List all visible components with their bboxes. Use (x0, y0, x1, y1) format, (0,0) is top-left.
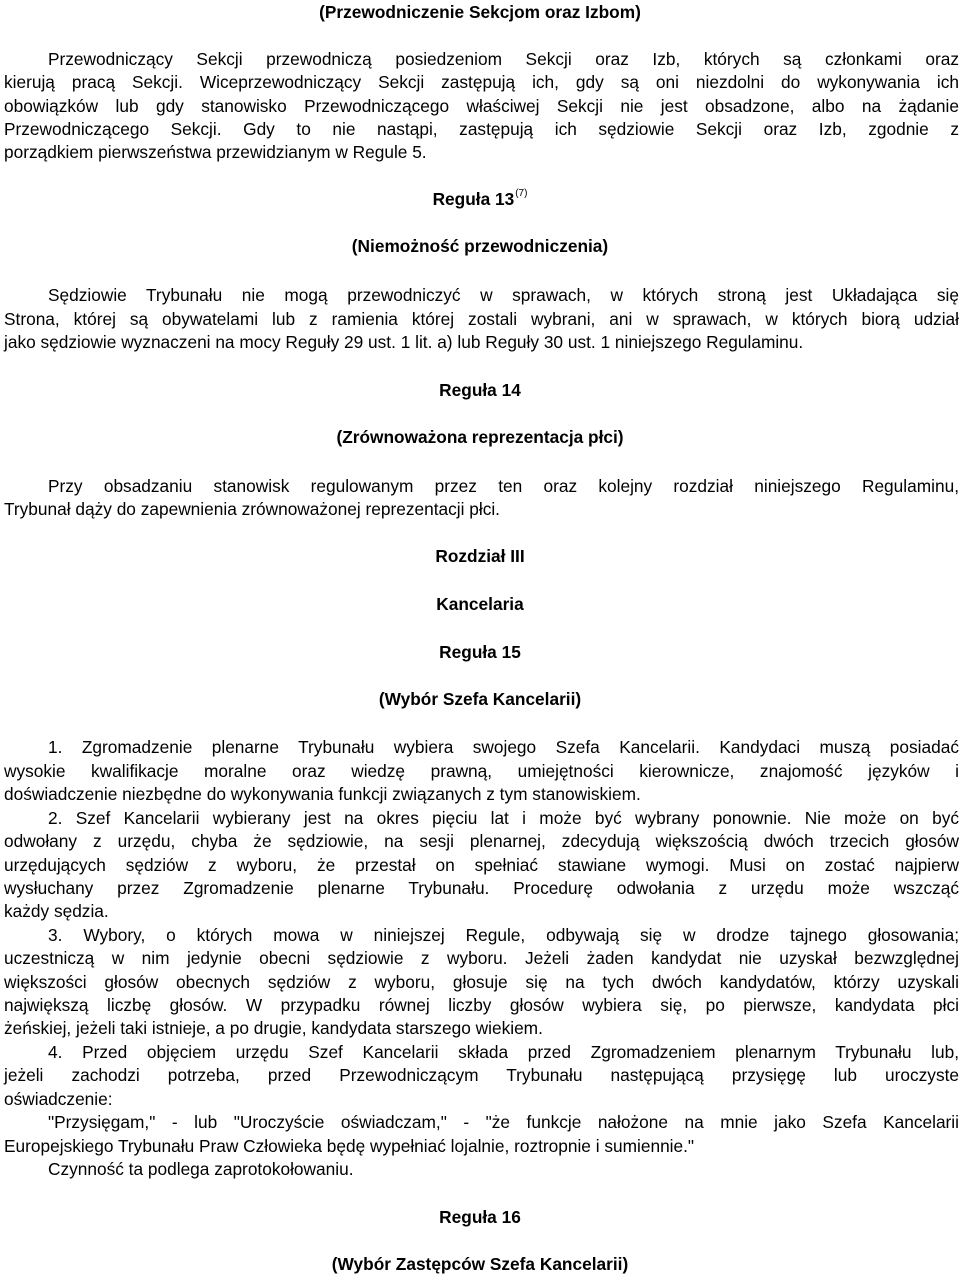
chapter-3-title: Rozdział III (435, 546, 525, 566)
text-line: Przy obsadzaniu stanowisk regulowanym przez ten oraz kolejny rozdział niniejszego Regulaminu, (48, 476, 959, 496)
text-line: porządkiem pierwszeństwa przewidzianym w Regule 5. (4, 142, 427, 162)
text-line: oświadczenie: (4, 1089, 113, 1109)
text-line: każdy sędzia. (4, 901, 109, 921)
text-line: "Przysięgam," - lub "Uroczyście oświadczam," - "że funkcje nałożone na mnie jako Szefa Kancelarii (48, 1112, 959, 1132)
rule-16-subtitle: (Wybór Zastępców Szefa Kancelarii) (331, 1254, 629, 1274)
rule-15-subtitle: (Wybór Szefa Kancelarii) (378, 689, 582, 709)
text-line: wysłuchany przez Zgromadzenie plenarne Trybunału. Procedurę odwołania z urzędu może wszcząć (4, 878, 959, 898)
text-line: Sędziowie Trybunału nie mogą przewodniczyć w sprawach, w których stroną jest Układająca się (48, 285, 959, 305)
text-line: jeżeli zachodzi potrzeba, przed Przewodniczącym Trybunału następującą przysięgę lub uroczyste (4, 1065, 959, 1085)
protocol-note: Czynność ta podlega zaprotokołowaniu. (48, 1159, 354, 1179)
chapter-3-name: Kancelaria (436, 594, 524, 614)
rule-13-subtitle: (Niemożność przewodniczenia) (351, 236, 609, 256)
text-line: kierują pracą Sekcji. Wiceprzewodniczący Sekcji zastępują ich, gdy są oni niezdolni do wykonywania ich (4, 72, 959, 92)
text-line: doświadczenie niezbędne do wykonywania funkcji związanych z tym stanowiskiem. (4, 784, 641, 804)
rule-14-subtitle: (Zrównoważona reprezentacja płci) (336, 427, 624, 447)
text-line: 4. Przed objęciem urzędu Szef Kancelarii składa przed Zgromadzeniem plenarnym Trybunału lub, (48, 1042, 959, 1062)
text-line: żeńskiej, jeżeli taki istnieje, a po drugie, kandydata starszego wiekiem. (4, 1018, 543, 1038)
text-line: odwołany z urzędu, chyba że sędziowie, na sesji plenarnej, zdecydują większością dwóch trzecich głosów (4, 831, 959, 851)
text-line: urzędujących sędziów z wyboru, że przestał on spełniać stawiane wymogi. Musi on zostać najpierw (4, 855, 959, 875)
text-line: wysokie kwalifikacje moralne oraz wiedzę prawną, umiejętności kierownicze, znajomość języków i (4, 761, 959, 781)
text-line: Przewodniczącego Sekcji. Gdy to nie nastąpi, zastępują ich sędziowie Sekcji oraz Izb, zgodnie z (4, 119, 959, 139)
text-line: 1. Zgromadzenie plenarne Trybunału wybiera swojego Szefa Kancelarii. Kandydaci muszą posiadać (48, 737, 959, 757)
text-line: Strona, której są obywatelami lub z ramienia której zostali wybrani, ani w sprawach, w których biorą udział (4, 309, 959, 329)
text-line: jako sędziowie wyznaczeni na mocy Reguły 29 ust. 1 lit. a) lub Reguły 30 ust. 1 niniejszego Regulaminu. (4, 332, 804, 352)
text-line: Europejskiego Trybunału Praw Człowieka będę wypełniać lojalnie, roztropnie i sumiennie." (4, 1136, 695, 1156)
text-line: uczestniczą w nim jedynie obecni sędziowie z wyboru. Jeżeli żaden kandydat nie uzyskał bezwzględnej (4, 948, 959, 968)
text-line: obowiązków lub gdy stanowisko Przewodniczącego właściwej Sekcji nie jest obsadzone, albo na żądanie (4, 96, 959, 116)
rule-15-title: Reguła 15 (439, 642, 521, 662)
rule-13-title: Reguła 13$^{(7)}$ (432, 188, 528, 209)
text-line: największą liczbę głosów. W przypadku równej liczby głosów wybiera się, po pierwsze, kandydata płci (4, 995, 959, 1015)
rule-14-title: Reguła 14 (439, 380, 521, 400)
heading-chairing-sections: (Przewodniczenie Sekcjom oraz Izbom) (319, 2, 641, 22)
footnote-ref: (7) (515, 188, 528, 199)
text-line: 3. Wybory, o których mowa w niniejszej Regule, odbywają się w drodze tajnego głosowania; (48, 925, 959, 945)
text-line: 2. Szef Kancelarii wybierany jest na okres pięciu lat i może być wybrany ponownie. Nie może on być (48, 808, 959, 828)
rule-16-title: Reguła 16 (439, 1207, 521, 1227)
text-line: Przewodniczący Sekcji przewodniczą posiedzeniom Sekcji oraz Izb, których są członkami oraz (48, 49, 959, 69)
text-line: Trybunał dąży do zapewnienia zrównoważonej reprezentacji płci. (4, 499, 500, 519)
text-line: większości głosów obecnych sędziów z wyboru, głosuje się na tych dwóch kandydatów, którzy uzyskali (4, 972, 959, 992)
